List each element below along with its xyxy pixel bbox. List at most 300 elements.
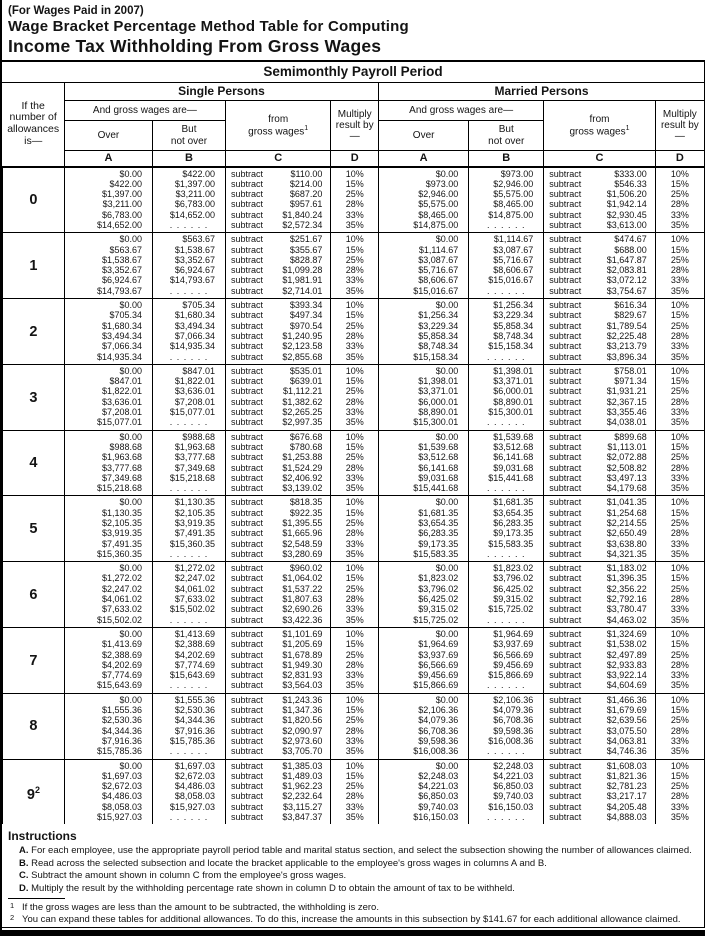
subtract-cell — [225, 746, 330, 759]
subtract-word: subtract — [230, 209, 263, 220]
subtract-amount: $214.00 — [289, 178, 323, 189]
rate-value: 35% — [655, 352, 704, 365]
subtract-amount: $1,789.54 — [606, 320, 647, 331]
but-not-over-value: $14,793.67 — [153, 275, 226, 285]
rate-value: 33% — [655, 802, 704, 812]
bracket-row — [3, 584, 705, 594]
subtract-word: subtract — [230, 265, 263, 276]
subtract-word: subtract — [549, 563, 582, 574]
subtract-cell — [544, 341, 656, 351]
subtract-word: subtract — [549, 781, 582, 792]
but-not-over-value: $1,963.68 — [153, 442, 226, 452]
subtract-word: subtract — [549, 801, 582, 812]
bracket-row — [3, 746, 705, 759]
rate-value: 15% — [655, 705, 704, 715]
rate-value: 10% — [331, 299, 379, 311]
over-value: $15,158.34 — [379, 352, 469, 365]
but-not-over-value: $5,858.34 — [469, 321, 544, 331]
but-not-over-value: $15,158.34 — [469, 341, 544, 351]
bracket-row — [3, 518, 705, 528]
over-value: $2,105.35 — [64, 518, 152, 528]
over-value: $8,465.00 — [379, 210, 469, 220]
over-value: $1,555.36 — [64, 705, 152, 715]
subtract-cell — [225, 715, 330, 725]
rate-value: 25% — [331, 781, 379, 791]
rate-value: 35% — [655, 615, 704, 628]
col-letter-b: B — [469, 151, 544, 167]
subtract-amount: $1,240.95 — [282, 330, 323, 341]
subtract-amount: $3,497.13 — [606, 472, 647, 483]
subtract-word: subtract — [230, 538, 263, 549]
subtract-word: subtract — [230, 594, 263, 605]
subtract-cell — [225, 802, 330, 812]
subtract-word: subtract — [549, 441, 582, 452]
but-not-over-value: $7,349.68 — [153, 463, 226, 473]
over-value: $1,538.67 — [64, 255, 152, 265]
over-value: $1,680.34 — [64, 321, 152, 331]
subtract-cell — [225, 275, 330, 285]
subtract-amount: $1,064.02 — [282, 573, 323, 584]
subtract-word: subtract — [230, 189, 263, 200]
subtract-cell — [544, 407, 656, 417]
subtract-cell — [225, 615, 330, 628]
over-value: $3,919.35 — [64, 528, 152, 538]
subtract-word: subtract — [549, 705, 582, 716]
rate-value: 25% — [331, 189, 379, 199]
rate-value: 10% — [331, 364, 379, 376]
rate-value: 15% — [655, 771, 704, 781]
but-not-over-value: $1,822.01 — [153, 376, 226, 386]
subtract-word: subtract — [549, 583, 582, 594]
subtract-word: subtract — [549, 573, 582, 584]
subtract-amount: $2,214.55 — [606, 518, 647, 528]
subtract-amount: $4,321.35 — [606, 548, 647, 559]
but-not-over-open-ended: . . . . . . — [153, 812, 226, 824]
over-value: $3,937.69 — [379, 650, 469, 660]
but-not-over-open-ended: . . . . . . — [469, 549, 544, 562]
subtract-amount: $3,638.80 — [606, 538, 647, 549]
bracket-row — [3, 341, 705, 351]
rate-value: 28% — [655, 331, 704, 341]
subtract-word: subtract — [549, 452, 582, 463]
rate-value: 33% — [655, 736, 704, 746]
bracket-row — [3, 496, 705, 508]
but-not-over-value: $9,740.03 — [469, 791, 544, 801]
rate-value: 10% — [655, 759, 704, 771]
over-value: $15,218.68 — [64, 483, 152, 496]
subtract-cell — [225, 245, 330, 255]
instruction-letter: C. — [19, 870, 29, 882]
subtract-amount: $3,213.79 — [606, 341, 647, 352]
but-not-over-value: $15,927.03 — [153, 802, 226, 812]
subtract-amount: $3,847.37 — [282, 812, 323, 823]
subtract-cell — [544, 167, 656, 179]
subtract-word: subtract — [549, 507, 582, 518]
instruction-text: Multiply the result by the withholding percentage rate shown in column D to obtain the amount of tax to be withheld. — [31, 882, 515, 894]
but-not-over-value: $988.68 — [153, 430, 226, 442]
subtract-amount: $3,217.17 — [606, 791, 647, 802]
subtract-word: subtract — [549, 483, 582, 494]
but-not-over-value: $4,221.03 — [469, 771, 544, 781]
subtract-word: subtract — [549, 518, 582, 528]
but-not-over-value: $1,823.02 — [469, 562, 544, 574]
rate-value: 15% — [331, 508, 379, 518]
subtract-amount: $1,466.36 — [606, 694, 647, 705]
over-value: $6,924.67 — [64, 275, 152, 285]
subtract-amount: $3,072.12 — [606, 275, 647, 286]
rate-value: 33% — [655, 604, 704, 614]
over-value: $0.00 — [64, 233, 152, 245]
over-value: $6,141.68 — [379, 463, 469, 473]
rate-value: 33% — [331, 670, 379, 680]
subtract-cell — [225, 736, 330, 746]
allowance-number: 1 — [3, 233, 65, 299]
over-value: $1,964.69 — [379, 639, 469, 649]
but-not-over-value: $6,783.00 — [153, 199, 226, 209]
bracket-row — [3, 331, 705, 341]
subtract-word: subtract — [549, 715, 582, 726]
subtract-word: subtract — [549, 694, 582, 705]
allowance-number: 8 — [3, 693, 65, 759]
bracket-row — [3, 299, 705, 311]
but-not-over-value: $7,916.36 — [153, 726, 226, 736]
col-letter-c: C — [544, 151, 656, 167]
subtract-cell — [225, 528, 330, 538]
but-not-over-open-ended: . . . . . . — [469, 812, 544, 824]
but-not-over-value: $1,397.00 — [153, 179, 226, 189]
rate-value: 15% — [655, 442, 704, 452]
over-value: $0.00 — [379, 299, 469, 311]
subtract-word: subtract — [230, 431, 263, 442]
instruction-text: Read across the selected subsection and locate the bracket applicable to the employee's gross wages in columns A and B. — [31, 857, 547, 869]
but-not-over-value: $1,256.34 — [469, 299, 544, 311]
subtract-word: subtract — [549, 365, 582, 376]
over-value: $8,058.03 — [64, 802, 152, 812]
subtract-word: subtract — [549, 735, 582, 746]
but-not-over-value: $563.67 — [153, 233, 226, 245]
subtract-word: subtract — [230, 320, 263, 331]
subtract-word: subtract — [230, 746, 263, 757]
subtract-amount: $1,183.02 — [606, 563, 647, 574]
over-value: $4,344.36 — [64, 726, 152, 736]
subtract-word: subtract — [549, 275, 582, 286]
instruction-c — [8, 870, 696, 882]
subtract-cell — [544, 639, 656, 649]
subtract-amount: $1,099.28 — [282, 265, 323, 276]
subtract-amount: $4,038.01 — [606, 417, 647, 428]
bracket-row — [3, 430, 705, 442]
over-value: $3,512.68 — [379, 452, 469, 462]
married-but-not-over-header — [469, 121, 544, 151]
wage-bracket-table — [2, 83, 704, 825]
subtract-word: subtract — [549, 462, 582, 473]
subtract-cell — [225, 759, 330, 771]
subtract-amount: $251.67 — [289, 234, 323, 245]
over-value: $6,283.35 — [379, 528, 469, 538]
over-value: $0.00 — [379, 496, 469, 508]
over-value: $3,371.01 — [379, 386, 469, 396]
rate-value: 25% — [331, 255, 379, 265]
rate-value: 35% — [655, 812, 704, 824]
but-not-over-value: $9,598.36 — [469, 726, 544, 736]
subtract-cell — [544, 508, 656, 518]
but-not-over-value: $3,919.35 — [153, 518, 226, 528]
bracket-row — [3, 726, 705, 736]
rate-value: 35% — [331, 352, 379, 365]
but-not-over-value: $6,566.69 — [469, 650, 544, 660]
but-not-over-open-ended: . . . . . . — [153, 286, 226, 299]
subtract-word: subtract — [549, 254, 582, 265]
subtract-amount: $110.00 — [290, 168, 323, 179]
from-label: from — [268, 113, 289, 125]
subtract-cell — [225, 341, 330, 351]
bracket-row — [3, 442, 705, 452]
subtract-cell — [544, 483, 656, 496]
but-not-over-value: $9,173.35 — [469, 528, 544, 538]
but-not-over-value: $15,077.01 — [153, 407, 226, 417]
rate-value: 35% — [331, 286, 379, 299]
over-value: $16,008.36 — [379, 746, 469, 759]
subtract-cell — [544, 604, 656, 614]
but-not-over-value: $2,247.02 — [153, 573, 226, 583]
but-not-over-value: $7,066.34 — [153, 331, 226, 341]
over-value: $6,566.69 — [379, 660, 469, 670]
but-not-over-value: $6,425.02 — [469, 584, 544, 594]
over-value: $16,150.03 — [379, 812, 469, 824]
bracket-row — [3, 528, 705, 538]
period-title: Semimonthly Payroll Period — [2, 62, 704, 83]
subtract-word: subtract — [549, 168, 582, 179]
over-value: $7,774.69 — [64, 670, 152, 680]
subtract-cell — [544, 331, 656, 341]
bracket-row — [3, 386, 705, 396]
instruction-letter: D. — [19, 882, 29, 894]
subtract-word: subtract — [230, 219, 263, 230]
bracket-row — [3, 245, 705, 255]
over-value: $9,598.36 — [379, 736, 469, 746]
but-not-over-value: $9,315.02 — [469, 594, 544, 604]
subtract-cell — [225, 417, 330, 430]
subtract-amount: $393.34 — [289, 300, 323, 311]
instruction-text: For each employee, use the appropriate payroll period table and marital status section, and select the subsection showing the number of allowances claimed. — [31, 845, 692, 857]
subtract-cell — [544, 759, 656, 771]
but-not-over-value: $6,000.01 — [469, 386, 544, 396]
subtract-cell — [544, 650, 656, 660]
subtract-cell — [225, 397, 330, 407]
subtract-word: subtract — [549, 407, 582, 418]
subtract-word: subtract — [549, 680, 582, 691]
but-not-over-open-ended: . . . . . . — [469, 417, 544, 430]
rate-value: 10% — [655, 364, 704, 376]
bracket-row — [3, 573, 705, 583]
subtract-amount: $687.20 — [289, 189, 323, 200]
subtract-amount: $355.67 — [289, 244, 323, 255]
subtract-amount: $2,690.26 — [282, 604, 323, 615]
rate-value: 33% — [655, 473, 704, 483]
subtract-amount: $3,780.47 — [606, 604, 647, 615]
subtract-word: subtract — [549, 760, 582, 771]
bracket-row — [3, 660, 705, 670]
but-not-over-value: $2,248.03 — [469, 759, 544, 771]
subtract-cell — [544, 562, 656, 574]
bracket-row — [3, 321, 705, 331]
subtract-amount: $474.67 — [614, 234, 647, 245]
bracket-row — [3, 539, 705, 549]
subtract-word: subtract — [549, 199, 582, 210]
subtract-word: subtract — [230, 735, 263, 746]
subtract-amount: $4,604.69 — [606, 680, 647, 691]
col-letter-c: C — [225, 151, 330, 167]
rate-value: 15% — [331, 442, 379, 452]
subtract-amount: $2,367.15 — [606, 396, 647, 407]
subtract-cell — [544, 791, 656, 801]
subtract-cell — [544, 802, 656, 812]
bracket-row — [3, 627, 705, 639]
but-not-over-value: $6,850.03 — [469, 781, 544, 791]
subtract-cell — [225, 508, 330, 518]
instruction-letter: B. — [19, 857, 29, 869]
subtract-amount: $2,232.64 — [282, 791, 323, 802]
over-value: $15,785.36 — [64, 746, 152, 759]
single-gross-wages-header: And gross wages are— — [64, 101, 225, 121]
bracket-row — [3, 407, 705, 417]
but-not-over-value: $5,716.67 — [469, 255, 544, 265]
rate-value: 35% — [331, 417, 379, 430]
col-letter-a: A — [379, 151, 469, 167]
but-not-over-value: $847.01 — [153, 364, 226, 376]
over-value: $7,066.34 — [64, 341, 152, 351]
subtract-word: subtract — [549, 770, 582, 781]
but-not-over-value: $7,491.35 — [153, 528, 226, 538]
subtract-cell — [544, 299, 656, 311]
over-value: $5,858.34 — [379, 331, 469, 341]
subtract-cell — [225, 680, 330, 693]
subtract-word: subtract — [230, 396, 263, 407]
over-value: $2,672.03 — [64, 781, 152, 791]
subtract-amount: $1,678.89 — [282, 649, 323, 660]
subtract-cell — [544, 265, 656, 275]
subtract-cell — [225, 483, 330, 496]
over-value: $0.00 — [379, 233, 469, 245]
rate-value: 33% — [331, 210, 379, 220]
subtract-word: subtract — [230, 680, 263, 691]
allowances-header: If the number of allowances is— — [3, 83, 65, 167]
footnote-text: If the gross wages are less than the amount to be subtracted, the withholding is zero. — [22, 902, 379, 914]
rate-value: 10% — [331, 167, 379, 179]
subtract-cell — [225, 539, 330, 549]
subtract-word: subtract — [549, 497, 582, 508]
bracket-row — [3, 286, 705, 299]
married-multiply-header: Multiply result by— — [655, 101, 704, 151]
but-not-over-value: $15,725.02 — [469, 604, 544, 614]
subtract-amount: $1,506.20 — [606, 189, 647, 200]
over-value: $15,300.01 — [379, 417, 469, 430]
rate-value: 10% — [655, 430, 704, 442]
bracket-row — [3, 791, 705, 801]
subtract-cell — [225, 430, 330, 442]
but-not-over-open-ended: . . . . . . — [469, 220, 544, 233]
subtract-word: subtract — [230, 725, 263, 736]
subtract-word: subtract — [230, 563, 263, 574]
over-value: $973.00 — [379, 179, 469, 189]
but-not-over-value: $8,890.01 — [469, 397, 544, 407]
subtract-amount: $3,564.03 — [282, 680, 323, 691]
bracket-row — [3, 483, 705, 496]
rate-value: 35% — [331, 812, 379, 824]
bracket-row — [3, 771, 705, 781]
bracket-row — [3, 265, 705, 275]
but-not-over-open-ended: . . . . . . — [469, 746, 544, 759]
gross-wages-label: gross wages — [569, 126, 626, 138]
subtract-word: subtract — [230, 583, 263, 594]
bracket-row — [3, 615, 705, 628]
rate-value: 15% — [655, 573, 704, 583]
but-not-over-value: $14,652.00 — [153, 210, 226, 220]
over-value: $0.00 — [64, 430, 152, 442]
bracket-row — [3, 680, 705, 693]
instruction-a — [8, 845, 696, 857]
subtract-word: subtract — [230, 649, 263, 660]
bracket-row — [3, 562, 705, 574]
allowance-number: 6 — [3, 562, 65, 628]
over-value: $9,740.03 — [379, 802, 469, 812]
subtract-cell — [544, 220, 656, 233]
subtract-word: subtract — [549, 538, 582, 549]
but-not-over-value: $3,371.01 — [469, 376, 544, 386]
from-label: from — [589, 113, 610, 125]
rate-value: 25% — [655, 255, 704, 265]
subtract-amount: $1,113.01 — [607, 441, 647, 452]
subtract-amount: $4,179.68 — [606, 483, 647, 494]
subtract-amount: $2,083.81 — [606, 265, 647, 276]
col-letter-d: D — [331, 151, 379, 167]
subtract-amount: $2,508.82 — [606, 462, 647, 473]
but-not-over-value: $1,555.36 — [153, 693, 226, 705]
but-not-over-value: $8,058.03 — [153, 791, 226, 801]
rate-value: 28% — [331, 594, 379, 604]
over-value: $0.00 — [64, 627, 152, 639]
over-value: $0.00 — [64, 299, 152, 311]
subtract-word: subtract — [230, 670, 263, 681]
over-value: $14,875.00 — [379, 220, 469, 233]
subtract-word: subtract — [230, 351, 263, 362]
bracket-row — [3, 736, 705, 746]
rate-value: 10% — [331, 562, 379, 574]
subtract-cell — [544, 539, 656, 549]
rate-value: 25% — [655, 715, 704, 725]
subtract-cell — [544, 286, 656, 299]
subtract-amount: $1,101.69 — [282, 628, 323, 639]
subtract-word: subtract — [549, 285, 582, 296]
allowance-number: $9^2$ — [3, 759, 65, 824]
subtract-amount: $2,855.68 — [282, 351, 323, 362]
over-value: $7,208.01 — [64, 407, 152, 417]
but-not-over-value: $15,360.35 — [153, 539, 226, 549]
subtract-word: subtract — [230, 760, 263, 771]
but-not-over-value: $3,512.68 — [469, 442, 544, 452]
subtract-amount: $2,639.56 — [606, 715, 647, 726]
subtract-cell — [225, 670, 330, 680]
subtract-amount: $828.87 — [289, 254, 323, 265]
subtract-cell — [544, 518, 656, 528]
rate-value: 33% — [331, 473, 379, 483]
subtract-word: subtract — [549, 639, 582, 650]
footnote-text: You can expand these tables for additional allowances. To do this, increase the amounts in this subsection by $141.67 for each additional allowance claimed. — [22, 914, 681, 926]
subtract-amount: $3,075.50 — [606, 725, 647, 736]
subtract-cell — [225, 518, 330, 528]
subtract-word: subtract — [549, 265, 582, 276]
subtract-word: subtract — [549, 725, 582, 736]
